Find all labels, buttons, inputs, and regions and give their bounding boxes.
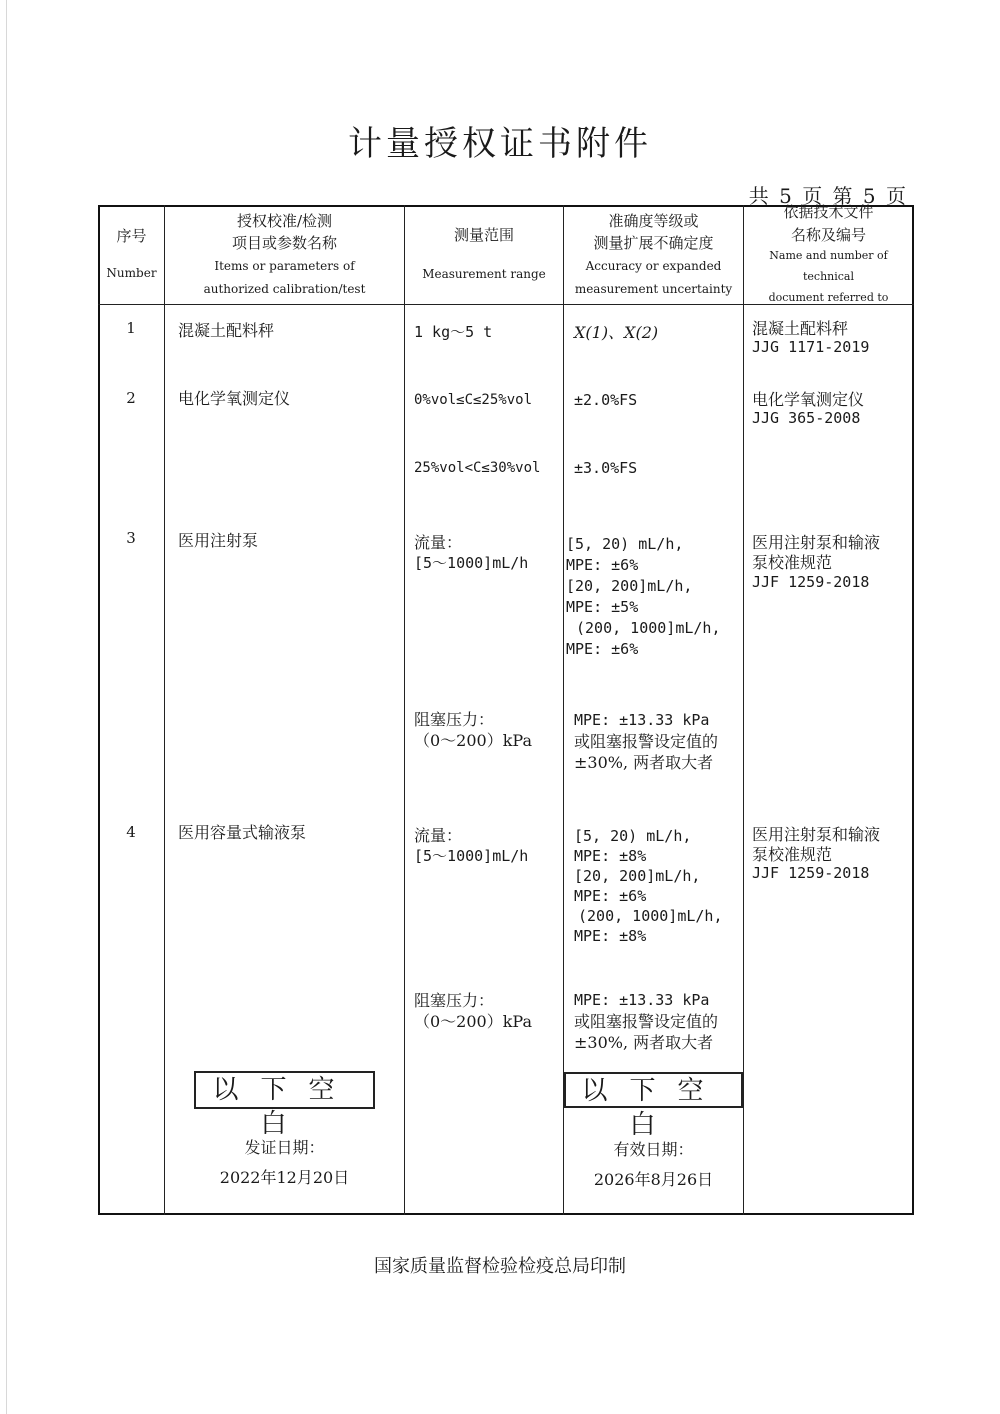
row3-acc-flow-line: MPE: ±5% [566,598,639,616]
header-range-cn: 测量范围 [453,226,514,245]
row4-acc-flow-line: MPE: ±8% [574,847,647,865]
row4-acc-press-line: ±30%, 两者取大者 [574,1033,714,1052]
row3-acc-flow-line: MPE: ±6% [566,556,639,574]
row4-number: 4 [126,823,136,841]
row2-doc-name: 电化学氧测定仪 [752,390,865,409]
header-document-cn1: 依据技术文件 [783,203,874,222]
valid-date-label: 有效日期： [613,1140,694,1159]
row4-acc-press-line: 或阻塞报警设定值的 [574,1012,719,1031]
row2-item: 电化学氧测定仪 [178,389,291,408]
row4-range-press-label: 阻塞压力： [414,991,495,1010]
blank-marker-right: 以下空白 [564,1072,743,1108]
row1-range: 1 kg～5 t [414,323,493,341]
header-document-en1: Name and number of technical [769,249,888,284]
column-divider [743,205,744,1215]
row2-range-b: 25%vol<C≤30%vol [414,460,541,476]
header-document-en2: document referred to [768,290,889,304]
issue-date: 2022年12月20日 [219,1168,350,1187]
row2-range-a: 0%vol≤C≤25%vol [414,392,533,408]
row3-doc-name1: 医用注射泵和输液 [752,533,881,552]
row4-acc-flow-line: [5, 20) mL/h, [574,827,692,845]
row2-accuracy-a: ±2.0%FS [574,391,638,409]
row3-doc-code: JJF 1259-2018 [752,573,870,591]
valid-date: 2026年8月26日 [593,1170,714,1189]
row4-acc-flow-line: MPE: ±6% [574,887,647,905]
column-divider [404,205,405,1215]
header-document [744,203,913,304]
issue-date-label: 发证日期： [244,1138,325,1157]
header-range-en: Measurement range [422,266,546,281]
row3-acc-flow-line: MPE: ±6% [566,640,639,658]
row4-doc-name1: 医用注射泵和输液 [752,825,881,844]
row1-number: 1 [126,319,136,337]
row3-range-flow: [5～1000]mL/h [414,554,529,572]
row4-doc-code: JJF 1259-2018 [752,864,870,882]
page-count: 共 5 页 第 5 页 [748,184,908,208]
row3-number: 3 [126,529,136,547]
header-item-en2: authorized calibration/test [203,281,366,296]
header-accuracy [564,206,743,304]
row3-acc-flow-line: [20, 200]mL/h, [566,577,693,595]
row4-range-flow-label: 流量： [414,826,463,845]
row4-acc-flow-line: MPE: ±8% [574,927,647,945]
header-accuracy-en2: measurement uncertainty [574,281,733,296]
header-item-en1: Items or parameters of [214,258,355,273]
row3-range-press-label: 阻塞压力： [414,710,495,729]
table-frame [98,205,914,1215]
row4-acc-press-line: MPE: ±13.33 kPa [574,991,710,1009]
row3-acc-press-line: 或阻塞报警设定值的 [574,732,719,751]
row3-range-flow-label: 流量： [414,533,463,552]
row3-acc-flow-line: [5, 20) mL/h, [566,535,684,553]
header-accuracy-en1: Accuracy or expanded [585,258,722,273]
footer-printer: 国家质量监督检验检疫总局印制 [374,1256,626,1277]
header-item [165,206,404,304]
header-document-cn2: 名称及编号 [790,225,866,244]
header-accuracy-cn1: 准确度等级或 [608,211,699,230]
scan-edge [6,0,7,1414]
row1-item: 混凝土配料秤 [178,321,275,340]
row3-acc-flow-line: (200, 1000]mL/h, [576,619,721,637]
row1-doc-code: JJG 1171-2019 [752,338,870,356]
row2-number: 2 [126,389,136,407]
row4-acc-flow-line: (200, 1000]mL/h, [578,907,723,925]
valid-date-block [564,1135,743,1195]
row3-acc-press-line: ±30%, 两者取大者 [574,753,714,772]
blank-marker-left: 以下空白 [194,1071,375,1109]
header-number [99,206,164,304]
row2-accuracy-b: ±3.0%FS [574,459,638,477]
header-range [405,206,563,304]
row1-accuracy: X(1)、X(2) [574,323,659,342]
header-item-cn2: 项目或参数名称 [231,234,337,253]
row4-range-press: （0～200）kPa [414,1012,533,1031]
row4-range-flow: [5～1000]mL/h [414,847,529,865]
row3-range-press: （0～200）kPa [414,731,533,750]
row4-item: 医用容量式输液泵 [178,823,307,842]
document-title: 计量授权证书附件 [348,124,652,164]
row2-doc-code: JJG 365-2008 [752,409,861,427]
issue-date-block [165,1133,404,1193]
header-number-cn: 序号 [116,227,147,246]
header-item-cn1: 授权校准/检测 [236,211,333,230]
header-accuracy-cn2: 测量扩展不确定度 [593,234,714,253]
row3-doc-name2: 泵校准规范 [752,553,833,572]
row4-acc-flow-line: [20, 200]mL/h, [574,867,701,885]
row4-doc-name2: 泵校准规范 [752,845,833,864]
column-divider [563,205,564,1215]
row3-acc-press-line: MPE: ±13.33 kPa [574,711,710,729]
column-divider [164,205,165,1215]
row1-doc-name: 混凝土配料秤 [752,319,849,338]
header-number-en: Number [106,265,157,280]
row3-item: 医用注射泵 [178,531,259,550]
